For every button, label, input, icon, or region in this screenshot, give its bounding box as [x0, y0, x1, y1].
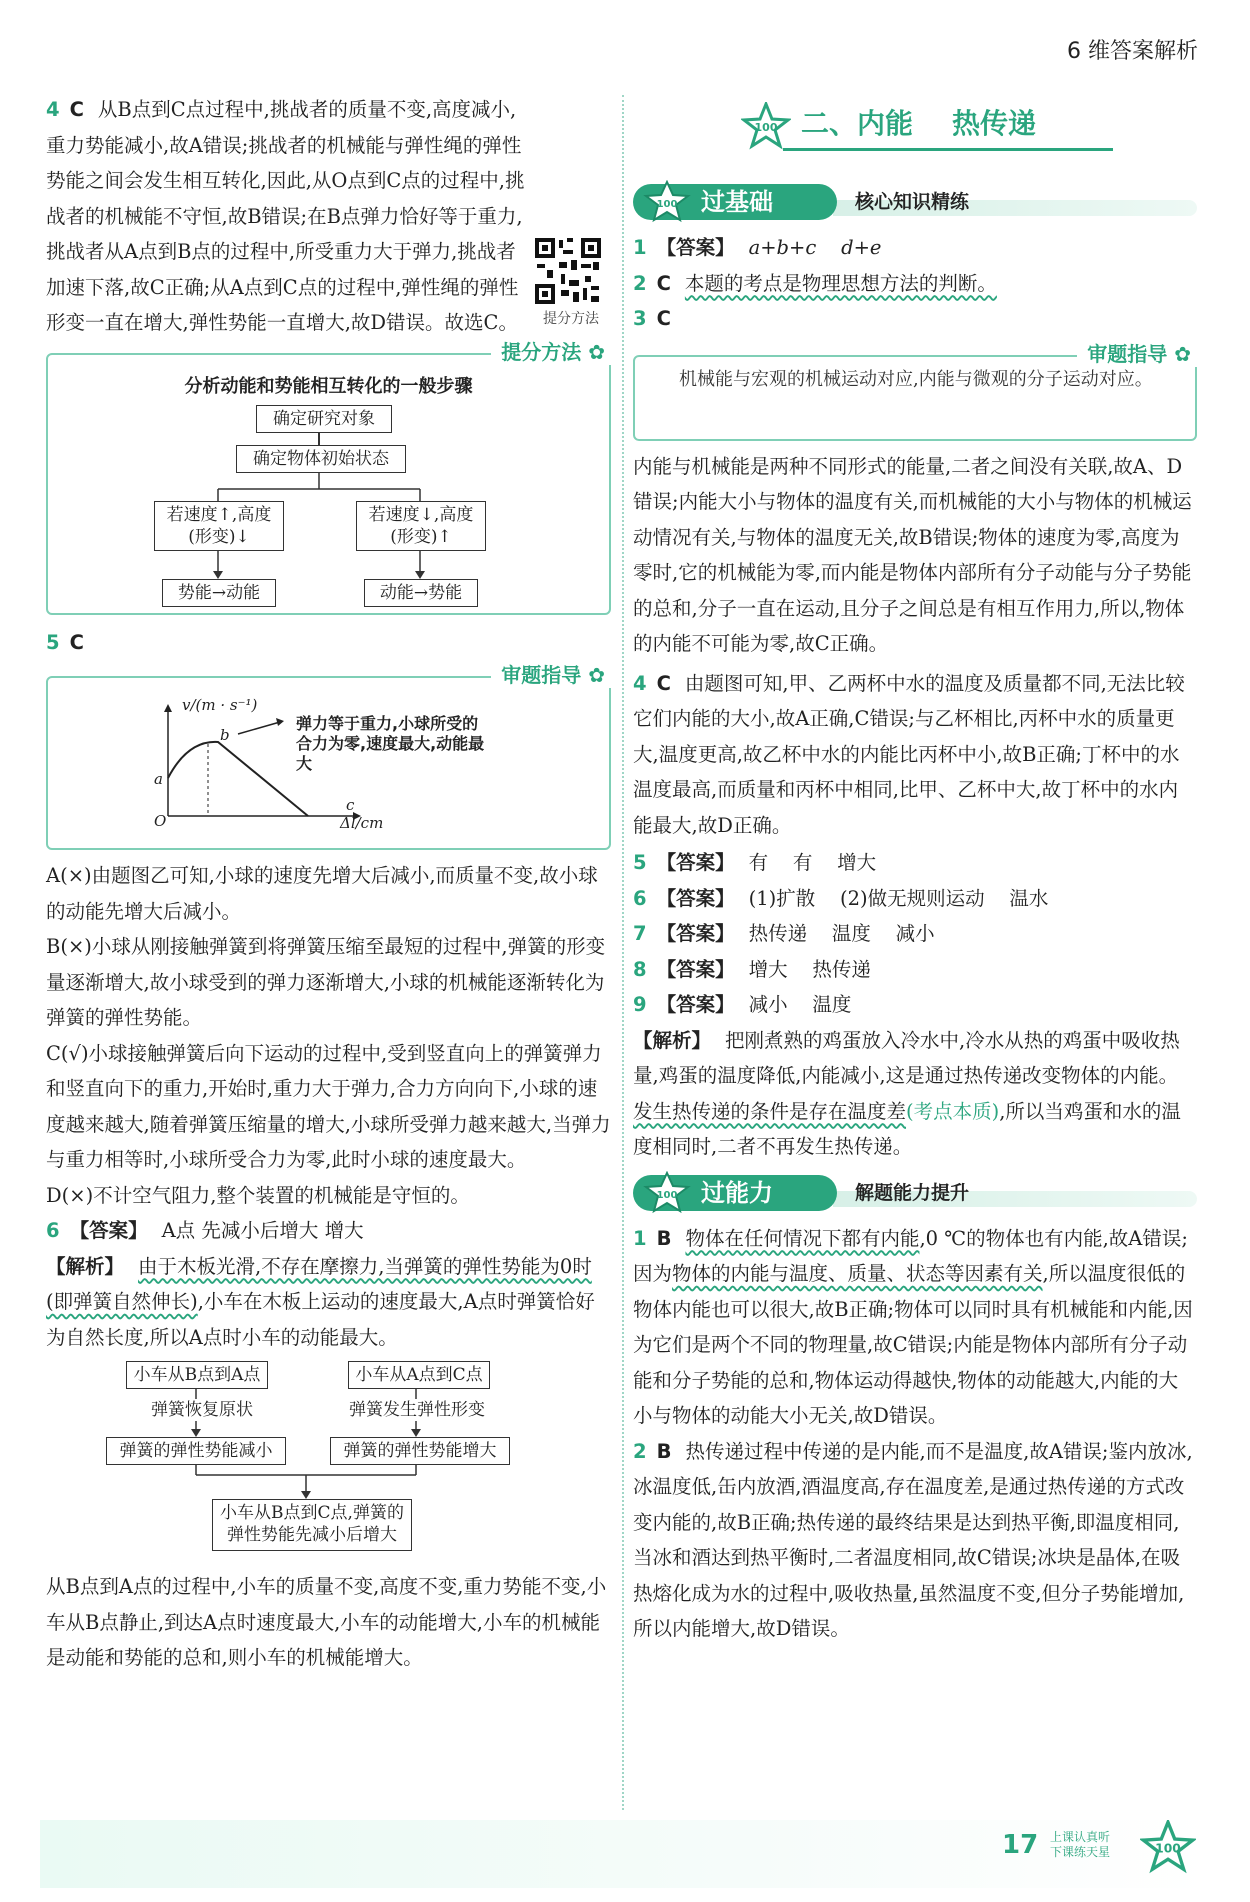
q6-answer-label: 【答案】 — [69, 1219, 148, 1242]
r-q4 — [633, 666, 1197, 844]
star-icon: ✿ — [588, 339, 605, 364]
r-ability-q1-choice: B — [656, 1226, 672, 1250]
r-q2 — [633, 266, 1197, 302]
r-q3 — [633, 301, 1197, 337]
column-divider — [622, 95, 624, 1810]
slogan-top: 上课认真听 — [1050, 1830, 1111, 1844]
q4-choice: C — [69, 98, 84, 121]
r-ability-q2 — [633, 1434, 1197, 1647]
page-header: 6 维答案解析 — [1067, 39, 1198, 64]
star-icon: ✿ — [588, 663, 605, 687]
q5-option-c: C(√)小球接触弹簧后向下运动的过程中,受到竖直向上的弹簧弹力和竖直向下的重力,开始时,重力大于弹力,合力方向向下,小球的速度越来越大,随着弹簧压缩量的增大,小球所受弹力越来越大,当弹力与重力相等时,小球所受合力为零,此时小球的速度最大。 — [46, 1041, 611, 1171]
r-q8-label: 【答案】 — [656, 957, 735, 981]
ability-bar-label: 过能力 — [633, 1175, 837, 1211]
graph-annotation: 弹力等于重力,小球所受的合力为零,速度最大,动能最大 — [296, 714, 485, 773]
q4-explanation: 从B点到C点过程中,挑战者的质量不变,高度减小,重力势能减小,故A错误;挑战者的机械能与弹性绳的弹性势能之间会发生相互转化,因此,从O点到C点的过程中,挑战者的机械能不守恒,故B错误;在B点弹力恰好等于重力,挑战者从A点到B点的过程中,所受重力大于弹力,挑战者加速下落,故C正确;从A点到C点的过程中,弹性绳的弹性形变一直在增大,弹性势能一直增大,故D错误。故选C。 — [46, 98, 525, 334]
svg-text:100: 100 — [754, 121, 778, 134]
q5-answer — [46, 625, 611, 661]
flow-result-b: 动能→势能 — [364, 579, 478, 607]
graph-xlabel: Δl/cm — [340, 814, 384, 832]
r-q5 — [633, 845, 1197, 881]
r-ability-q1-text1: ,0 ℃的物体也有内能,故A错误;因为 — [633, 1226, 1188, 1285]
r-q9-explain-text1: 把刚煮熟的鸡蛋放入冷水中,冷水从热的鸡蛋中吸收热量,鸡蛋的温度降低,内能减小,这是通过热传递改变物体的内能。 — [633, 1028, 1180, 1087]
basic-bar-sub: 核心知识精练 — [855, 191, 970, 213]
r-q9-key-point: 发生热传递的条件是存在温度差 — [633, 1099, 907, 1123]
r-para1: 内能与机械能是两种不同形式的能量,二者之间没有关联,故A、D错误;内能大小与物体的温度有关,而机械能的大小与物体的机械运动情况有关,与物体的温度无关,故B错误;物体的速度为零,高度为零时,它的机械能为零,而内能是物体内部所有分子动能与分子势能的总和,分子一直在运动,且分子之间总是有相互作用力,所以,物体的内能不可能为零,故C正确。 — [633, 454, 1192, 655]
q4-block — [46, 92, 611, 341]
q6-explain-label: 【解析】 — [46, 1254, 125, 1278]
mascot-icon — [643, 180, 691, 224]
star-icon: ✿ — [1174, 341, 1191, 366]
flow2-mid-right: 弹簧发生弹性形变 — [342, 1399, 492, 1421]
r-q4-number: 4 — [633, 671, 647, 695]
q6-answer-text: A点 先减小后增大 增大 — [161, 1219, 364, 1242]
graph-point-c: c — [346, 796, 355, 814]
q6-key-point: 由于木板光滑,不存在摩擦力,当弹簧的弹性势能为0时(即弹簧自然伸长) — [46, 1254, 592, 1313]
r-q1-number: 1 — [633, 236, 647, 259]
r-q8 — [633, 952, 1197, 988]
ability-bar — [633, 1171, 1197, 1215]
method-tab-label: 提分方法 — [501, 339, 582, 364]
q5-choice: C — [69, 630, 84, 654]
badge-100-icon — [741, 102, 791, 152]
flow2-box-a-to-c: 小车从A点到C点 — [348, 1361, 490, 1389]
r-q9-text: 减小 温度 — [748, 993, 852, 1016]
slogan-bottom: 下课练天星 — [1050, 1845, 1111, 1859]
flow2-box-b-to-a: 小车从B点到A点 — [126, 1361, 268, 1389]
annotation-arrow-icon — [236, 718, 286, 738]
footer-mascot-icon — [1140, 1820, 1196, 1876]
r-q9-explanation — [633, 1023, 1197, 1165]
graph-origin: O — [154, 812, 167, 830]
r-ability-q2-number: 2 — [633, 1439, 647, 1463]
r-q5-label: 【答案】 — [656, 851, 735, 874]
graph-ylabel: v/(m · s⁻¹) — [182, 696, 258, 714]
r-ability-q1 — [633, 1221, 1197, 1434]
method-box — [46, 339, 611, 615]
q6-explain-rest: ,小车在木板上运动的速度最大,A点时弹簧恰好为自然长度,所以A点时小车的动能最大。 — [46, 1290, 595, 1349]
r-ability-q1-key2: 物体的内能与温度、质量、状态等因素有关 — [672, 1262, 1043, 1285]
ability-bar-sub: 解题能力提升 — [855, 1181, 970, 1204]
q5-option-a: A(×)由题图乙可知,小球的速度先增大后减小,而质量不变,故小球的动能先增大后减小。 — [46, 864, 598, 923]
guide-box-tab — [491, 662, 611, 688]
r-q9-explain-label: 【解析】 — [633, 1028, 712, 1052]
section-title-block — [633, 100, 1197, 172]
r-q1 — [633, 230, 1197, 266]
r-q2-text: 本题的考点是物理思想方法的判断。 — [684, 271, 997, 295]
q5-number: 5 — [46, 630, 60, 654]
svg-text:100: 100 — [656, 1189, 678, 1201]
flow-connector — [48, 355, 608, 613]
r-q1-label: 【答案】 — [656, 236, 735, 259]
r-q7-number: 7 — [633, 922, 647, 945]
q5-explanations — [46, 858, 611, 1213]
qr-code-icon[interactable] — [533, 236, 603, 306]
r-q4-choice: C — [656, 671, 671, 695]
flow2-box-increase: 弹簧的弹性势能增大 — [330, 1437, 510, 1465]
q4-answer — [46, 92, 611, 341]
flow-step-1: 确定研究对象 — [256, 405, 392, 433]
method-title: 分析动能和势能相互转化的一般步骤 — [184, 375, 473, 397]
right-column — [633, 100, 1197, 1647]
footer-slogan — [1050, 1830, 1110, 1860]
guide-tab-label: 审题指导 — [501, 663, 582, 687]
guide-box-energy — [633, 341, 1197, 441]
r-ability-q1-key1: 物体在任何情况下都有内能 — [685, 1226, 920, 1250]
flow-step-2: 确定物体初始状态 — [236, 445, 406, 473]
r-q9-number: 9 — [633, 993, 647, 1016]
svg-text:100: 100 — [656, 199, 678, 210]
mascot-icon — [643, 1171, 691, 1215]
r-q6-number: 6 — [633, 886, 647, 910]
r-q8-text: 增大 热传递 — [748, 957, 871, 981]
graph-point-a: a — [154, 770, 163, 788]
flow2-box-summary: 小车从B点到C点,弹簧的弹性势能先减小后增大 — [212, 1499, 412, 1551]
left-column — [46, 92, 611, 1676]
basic-bar — [633, 180, 1197, 224]
r-q8-number: 8 — [633, 957, 647, 981]
r-q3-choice: C — [656, 307, 671, 330]
section-title-underline — [783, 148, 1113, 151]
q4-number: 4 — [46, 98, 60, 121]
r-q2-number: 2 — [633, 271, 647, 295]
q5-option-b: B(×)小球从刚接触弹簧到将弹簧压缩至最短的过程中,弹簧的形变量逐渐增大,故小球受到的弹力逐渐增大,小球的机械能逐渐转化为弹簧的弹性势能。 — [46, 935, 606, 1029]
flow-branch-b: 若速度↓,高度(形变)↑ — [356, 501, 486, 551]
page-number: 17 — [1002, 1830, 1039, 1860]
flow-branch-a: 若速度↑,高度(形变)↓ — [154, 501, 284, 551]
r-ability-q2-text: 热传递过程中传递的是内能,而不是温度,故A错误;鉴内放冰,冰温度低,缶内放酒,酒温度高,存在温度差,是通过热传递的方式改变内能的,故B正确;热传递的最终结果是达到热平衡,即温度相同,当冰和酒达到热平衡时,二者温度相同,故C错误;冰块是晶体,在吸热熔化成为水的过程中,吸收热量,虽然温度不变,但分子势能增加,所以内能增大,故D错误。 — [633, 1439, 1193, 1640]
r-ability-q2-choice: B — [656, 1439, 672, 1463]
r-ability-q1-number: 1 — [633, 1226, 647, 1250]
r-q5-text: 有 有 增大 — [748, 851, 877, 874]
basic-bar-label: 过基础 — [633, 184, 837, 220]
qr-label: 提分方法 — [543, 311, 599, 327]
r-q6-label: 【答案】 — [656, 886, 735, 910]
guide-text: 机械能与宏观的机械运动对应,内能与微观的分子运动对应。 — [679, 368, 1153, 390]
q6-answer — [46, 1213, 611, 1249]
r-q6-text: (1)扩散 (2)做无规则运动 温水 — [748, 886, 1049, 910]
r-q5-number: 5 — [633, 851, 647, 874]
r-q9-explain-text2: ,所以当鸡蛋和水的温度相同时,二者不再发生热传递。 — [633, 1099, 1181, 1158]
svg-text:100: 100 — [1155, 1841, 1181, 1856]
section-title: 二、内能 热传递 — [801, 107, 1036, 140]
r-q7-label: 【答案】 — [656, 922, 735, 945]
flow2-mid-left: 弹簧恢复原状 — [142, 1399, 262, 1421]
q6-tail: 从B点到A点的过程中,小车的质量不变,高度不变,重力势能不变,小车从B点静止,到达A点时速度最大,小车的动能增大,小车的机械能是动能和势能的总和,则小车的机械能增大。 — [46, 1575, 607, 1669]
r-q6 — [633, 881, 1197, 917]
q6-explanation — [46, 1249, 611, 1356]
r-q7-text: 热传递 温度 减小 — [748, 922, 935, 945]
flow-diagram-2 — [46, 1359, 611, 1569]
r-q2-choice: C — [656, 271, 671, 295]
flow2-box-decrease: 弹簧的弹性势能减小 — [106, 1437, 286, 1465]
r-q3-number: 3 — [633, 307, 647, 330]
r-q4-text: 由题图可知,甲、乙两杯中水的温度及质量都不同,无法比较它们内能的大小,故A正确,C错误;与乙杯相比,丙杯中水的质量更大,温度更高,故乙杯中水的内能比丙杯中小,故B正确;丁杯中的水温度最高,而质量和丙杯中相同,比甲、乙杯中大,故丁杯中的水内能最大,故D正确。 — [633, 671, 1185, 837]
flow-result-a: 势能→动能 — [162, 579, 276, 607]
r-q1-text: a+b+c d+e — [748, 236, 882, 259]
q6-number: 6 — [46, 1219, 60, 1242]
r-q9 — [633, 987, 1197, 1023]
guide-box-tab-2 — [1077, 341, 1197, 367]
r-q9-note: (考点本质) — [906, 1099, 1000, 1123]
r-q9-label: 【答案】 — [656, 993, 735, 1016]
q5-option-d: D(×)不计空气阻力,整个装置的机械能是守恒的。 — [46, 1183, 470, 1207]
r-ability-q1-text2: ,所以温度很低的物体内能也可以很大,故B正确;物体可以同时具有机械能和内能,因为它们是两个不同的物理量,故C错误;内能是物体内部所有分子动能和分子势能的总和,物体运动得越快,物体的动能越大,内能的大小与物体的动能大小无关,故D错误。 — [633, 1262, 1193, 1427]
guide-box-graph — [46, 663, 611, 850]
graph-point-b: b — [220, 726, 230, 744]
guide-tab-label-2: 审题指导 — [1087, 341, 1168, 366]
r-answers — [633, 845, 1197, 1023]
r-q7 — [633, 916, 1197, 952]
